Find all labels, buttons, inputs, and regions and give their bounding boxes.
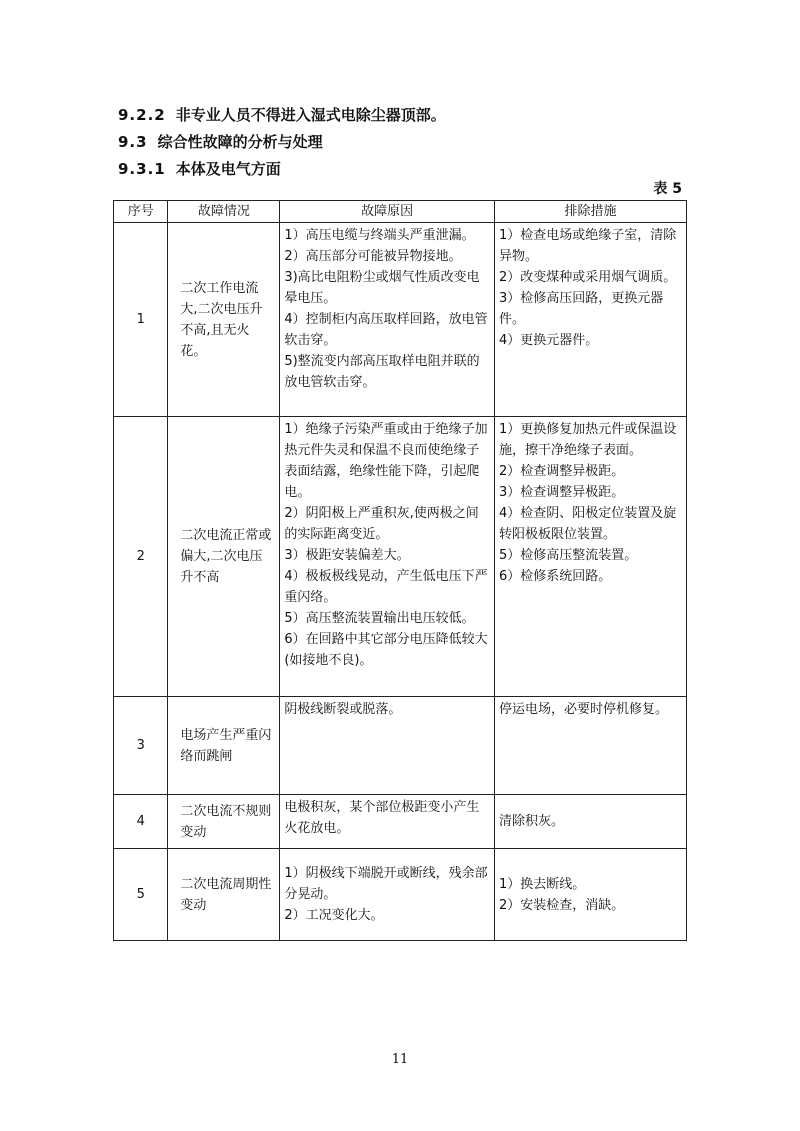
row-seq: 4 [114,795,168,849]
cause-line: 电极积灰，某个部位极距变小产生火花放电。 [284,800,480,836]
row-condition: 电场产生严重闪络而跳闸 [168,697,280,795]
fix-line: 3）检修高压回路，更换元器件。 [498,291,664,327]
cause-line: 3)高比电阻粉尘或烟气性质改变电晕电压。 [284,270,480,306]
table-label: 表 5 [653,181,682,197]
cause-line: 3）极距安装偏差大。 [284,548,410,563]
heading-text: 非专业人员不得进入湿式电除尘器顶部。 [175,106,446,124]
row-fixes [494,697,686,795]
cause-line: 4）控制柜内高压取样回路，放电管软击穿。 [284,312,488,348]
page-number: 11 [391,1052,409,1067]
row-seq: 2 [114,417,168,697]
fix-line: 1）更换修复加热元件或保温设施，擦干净绝缘子表面。 [498,422,677,458]
table-row [114,417,687,697]
fix-line: 2）检查调整异极距。 [498,464,625,479]
header-seq: 序号 [114,201,168,223]
heading-9-2-2 [118,104,446,125]
fix-line: 5）检修高压整流装置。 [498,548,638,563]
row-seq: 1 [114,223,168,417]
cause-line: 4）极板极线晃动，产生低电压下严重闪络。 [284,569,488,605]
fix-line: 2）改变煤种或采用烟气调质。 [498,270,677,285]
cause-line: 6）在回路中其它部分电压降低较大(如接地不良)。 [284,632,488,668]
row-fixes [494,417,686,697]
cause-line: 1）阴极线下端脱开或断线，残余部分晃动。 [284,866,488,902]
row-condition: 二次电流周期性变动 [168,849,280,941]
heading-number: 9.3 [118,133,148,151]
row-condition: 二次工作电流大,二次电压升不高,且无火花。 [168,223,280,417]
row-causes [280,795,495,849]
fix-line: 2）安装检查，消缺。 [498,897,625,913]
fix-line: 6）检修系统回路。 [498,569,612,584]
row-seq: 3 [114,697,168,795]
fix-line: 1）换去断线。 [498,876,586,892]
heading-number: 9.2.2 [118,106,166,124]
header-condition: 故障情况 [168,201,280,223]
row-fixes [494,795,686,849]
fix-line: 停运电场，必要时停机修复。 [498,702,668,717]
cause-line: 2）阴阳极上严重积灰,使两极之间的实际距离变近。 [284,506,479,542]
table-row [114,795,687,849]
table-header-row [114,201,687,223]
row-fixes [494,849,686,941]
fix-line: 清除积灰。 [498,814,564,829]
row-causes [280,849,495,941]
header-cause: 故障原因 [280,201,495,223]
fix-line: 4）更换元器件。 [498,333,599,348]
row-causes [280,697,495,795]
table-row [114,697,687,795]
cause-line: 1）绝缘子污染严重或由于绝缘子加热元件失灵和保温不良而使绝缘子表面结露，绝缘性能下降，引起爬电。 [284,422,488,500]
heading-text: 本体及电气方面 [175,160,281,178]
row-condition: 二次电流不规则变动 [168,795,280,849]
cause-line: 5)整流变内部高压取样电阻并联的放电管软击穿。 [284,354,480,390]
cause-line: 阴极线断裂或脱落。 [284,702,402,717]
table-row [114,849,687,941]
fault-table [113,200,687,941]
header-fix: 排除措施 [494,201,686,223]
table-row [114,223,687,417]
cause-line: 2）工况变化大。 [284,908,384,923]
cause-line: 5）高压整流装置输出电压较低。 [284,611,475,626]
row-seq: 5 [114,849,168,941]
row-causes [280,417,495,697]
cause-line: 1）高压电缆与终端头严重泄漏。 [284,228,475,243]
row-fixes [494,223,686,417]
cause-line: 2）高压部分可能被异物接地。 [284,249,462,264]
fix-line: 1）检查电场或绝缘子室，清除异物。 [498,228,677,264]
fix-line: 4）检查阴、阳极定位装置及旋转阳极板限位装置。 [498,506,677,542]
heading-number: 9.3.1 [118,160,166,178]
heading-9-3-1 [118,158,281,179]
row-condition: 二次电流正常或偏大,二次电压升不高 [168,417,280,697]
row-causes [280,223,495,417]
heading-text: 综合性故障的分析与处理 [157,133,323,151]
fix-line: 3）检查调整异极距。 [498,485,625,500]
heading-9-3 [118,131,323,152]
